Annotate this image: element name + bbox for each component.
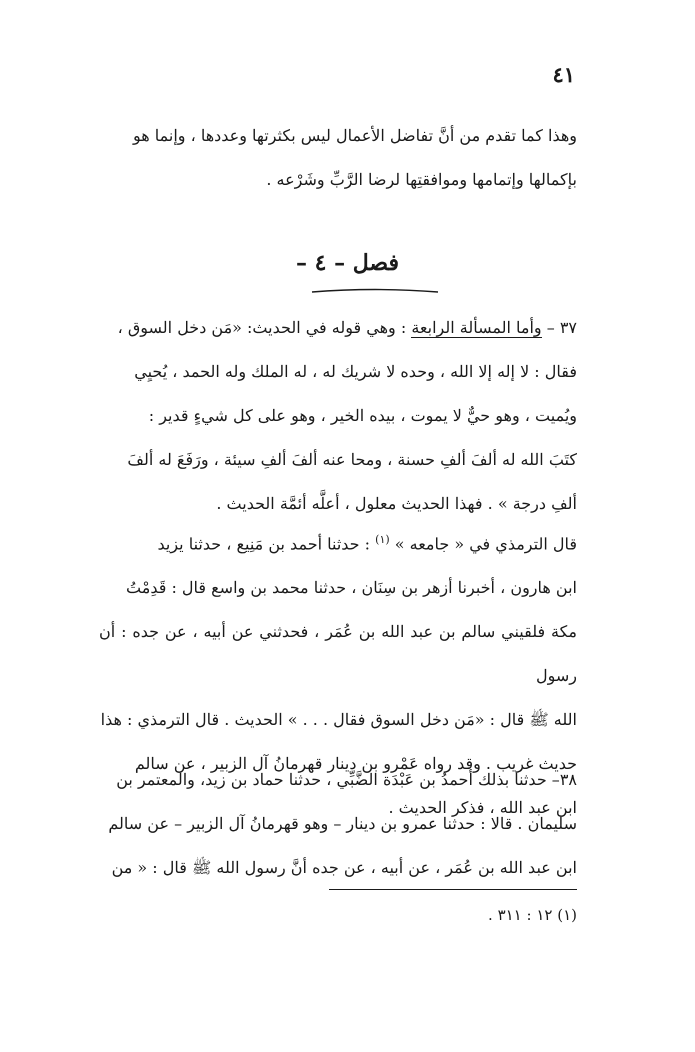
paragraph-line: حديث غريب . وقد رواه عَمْرو بن دينار قهرمانُ آل الزبير ، عن سالم bbox=[134, 754, 577, 774]
paragraph-line: سليمان . قالا : حدثنا عمرو بن دينار – وهو قهرمانُ آل الزبير – عن سالم bbox=[108, 814, 577, 833]
paragraph-38 bbox=[99, 758, 577, 890]
heading-ornament-rule bbox=[310, 288, 440, 294]
intro-line: وهذا كما تقدم من أنَّ تفاضل الأعمال ليس بكثرتها وعددها ، وإنما هو bbox=[132, 126, 577, 145]
paragraph-37 bbox=[99, 306, 577, 526]
footnote: (١) ١٢ : ٣١١ . bbox=[488, 906, 577, 924]
footnote-marker: (١) bbox=[375, 533, 390, 546]
paragraph-line: ٣٨– حدثنا بذلك أحمدُ بن عَبْدَة الضَّبِّي ، حدثنا حماد بن زيد، والمعتمر بن bbox=[116, 770, 577, 789]
page-number: ٤١ bbox=[552, 62, 575, 87]
paragraph-line: ابن عبد الله ، فذكر الحديث . bbox=[388, 798, 577, 818]
paragraph-line: ويُميت ، وهو حيٌّ لا يموت ، بيده الخير ، وهو على كل شيءٍ قدير : bbox=[148, 406, 577, 425]
paragraph-line: ألفِ درجة » . فهذا الحديث معلول ، أعلَّه أئمَّة الحديث . bbox=[216, 494, 577, 513]
paragraph-tirmidhi-line-1 bbox=[99, 518, 577, 566]
paragraph-line: ابن عبد الله بن عُمَر ، عن أبيه ، عن جده أنَّ رسول الله ﷺ قال : « من bbox=[111, 858, 577, 877]
underlined-phrase: وأما المسألة الرابعة bbox=[411, 318, 542, 337]
intro-line: بإكمالها وإتمامها وموافقتِها لرضا الرَّبِّ وشَرْعه . bbox=[266, 170, 577, 189]
paragraph-line: كتَبَ الله له ألفَ ألفِ حسنة ، ومحا عنه ألفَ ألفِ سيئة ، ورَفَعَ له ألفَ bbox=[127, 450, 577, 469]
intro-paragraph bbox=[99, 114, 577, 202]
paragraph-line: فقال : لا إله إلا الله ، وحده لا شريك له ، له الملك وله الحمد ، يُحيِي bbox=[134, 362, 577, 381]
paragraph-line: ابن هارون ، أخبرنا أزهر بن سِنَان ، حدثنا محمد بن واسع قال : قَدِمْتُ bbox=[126, 578, 577, 598]
footnote-separator bbox=[329, 889, 577, 890]
item-number: ٣٧ – bbox=[546, 318, 577, 337]
paragraph-line: مكة فلقيني سالم بن عبد الله بن عُمَر ، فحدثني عن أبيه ، عن جده : أن رسول bbox=[99, 622, 577, 686]
paragraph-text: قال الترمذي في « جامعه » bbox=[394, 534, 577, 554]
paragraph-line: الله ﷺ قال : «مَن دخل السوق فقال . . . » الحديث . قال الترمذي : هذا bbox=[100, 710, 577, 730]
section-heading: فصل – ٤ – bbox=[295, 250, 400, 276]
paragraph-text: : حدثنا أحمد بن مَنِيع ، حدثنا يزيد bbox=[157, 534, 371, 554]
paragraph-37-line-1 bbox=[99, 306, 577, 350]
paragraph-text: : وهي قوله في الحديث: «مَن دخل السوق ، bbox=[117, 318, 407, 337]
